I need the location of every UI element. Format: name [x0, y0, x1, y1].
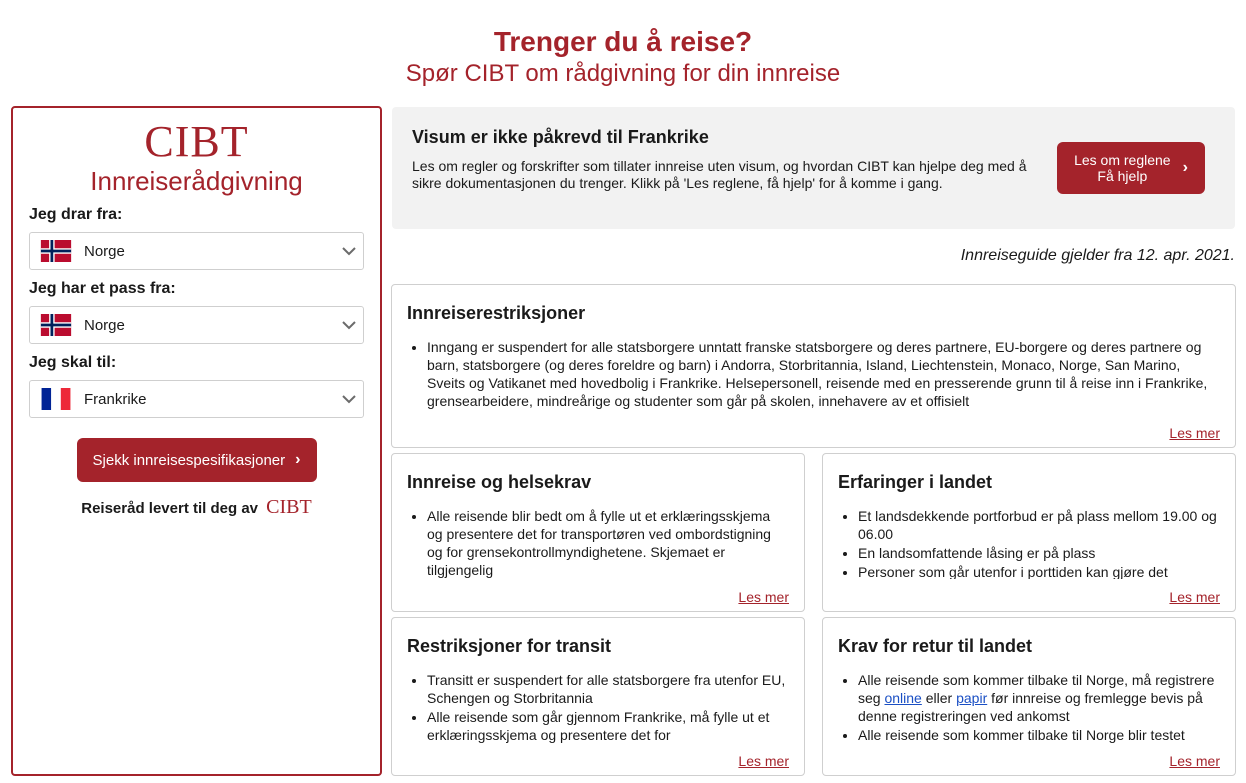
list-item: [858, 671, 1220, 725]
cibt-mini-logo: CIBT: [266, 496, 312, 518]
advice-panel: [11, 106, 382, 776]
chevron-down-icon: [341, 243, 357, 259]
hero: [0, 24, 1246, 88]
chevron-down-icon: [341, 317, 357, 333]
to-value: Frankrike: [84, 390, 147, 408]
check-requirements-button[interactable]: [77, 438, 317, 482]
card-title: Restriksjoner for transit: [407, 636, 612, 656]
page-title: Trenger du å reise?: [493, 26, 753, 57]
list-item: • Alle reisende som går gjennom Frankrike, må fylle ut et erklæringsskjema og presentere det for: [427, 708, 789, 743]
check-requirements-label: Sjekk innreisespesifikasjoner: [92, 451, 286, 469]
chevron-right-icon: ›: [1182, 159, 1188, 176]
card-title: Erfaringer i landet: [838, 472, 993, 492]
brand: [29, 117, 364, 196]
chevron-right-icon: ›: [295, 451, 301, 468]
return-requirements-card: [822, 617, 1236, 776]
passport-label: Jeg har et pass fra:: [29, 280, 176, 297]
provided-text: Reiseråd levert til deg av: [81, 500, 258, 517]
card-title: Innreise og helsekrav: [407, 472, 592, 492]
france-flag-icon: [40, 388, 72, 410]
read-more-link[interactable]: Les mer: [1169, 425, 1220, 441]
to-select[interactable]: [29, 380, 364, 418]
to-label: Jeg skal til:: [29, 354, 117, 371]
list-item: • Alle reisende som kommer tilbake til Norge blir testet: [858, 726, 1220, 743]
read-more-link[interactable]: Les mer: [738, 589, 789, 605]
card-title: Innreiserestriksjoner: [407, 303, 586, 323]
text: eller: [925, 690, 953, 706]
norway-flag-icon: [40, 314, 72, 336]
list-item: • Alle reisende blir bedt om å fylle ut et erklæringsskjema og presentere det for transportøren ved ombordstigning og for grensekontrollmyndighetene. Skjemaet er tilgjengelig: [427, 507, 789, 579]
text: før innreise og fremlegge bevis på denne registreringen ved ankomst: [858, 690, 1203, 724]
cibt-logo: CIBT: [144, 117, 249, 166]
provided-by: [29, 496, 364, 519]
panel-subtitle: Innreiserådgivning: [90, 166, 303, 196]
page-subtitle: Spør CIBT om rådgivning for din innreise: [405, 60, 841, 87]
read-rules-label: [1074, 152, 1171, 184]
paper-link[interactable]: papir: [956, 690, 988, 706]
visa-banner: [392, 107, 1235, 229]
from-select[interactable]: [29, 232, 364, 270]
list-item: • Inngang er suspendert for alle statsborgere unntatt franske statsborgere og deres partnere, EU-borgere og deres partnere og barn, statsborgere (og deres foreldre og barn) i Andorra, Storbritannia, Island, Liechtenstein, Monaco, Norge, San Marino, Sveits og Vatikanet med hovedbolig i Frankrike. Helsepersonell, reisende med en presserende grunn til å reise inn i Frankrike, grensearbeidere, mindreårige og studenter som går på skolen, innehavere av et offisielt: [427, 338, 1220, 410]
from-label: Jeg drar fra:: [29, 206, 123, 223]
card-title: Krav for retur til landet: [838, 636, 1033, 656]
in-country-experience-card: [822, 453, 1236, 612]
read-rules-button[interactable]: [1057, 142, 1205, 194]
norway-flag-icon: [40, 240, 72, 262]
from-value: Norge: [84, 242, 125, 260]
passport-select[interactable]: [29, 306, 364, 344]
list-item: • Transitt er suspendert for alle statsborgere fra utenfor EU, Schengen og Storbritannia: [427, 671, 789, 707]
health-requirements-card: [391, 453, 805, 612]
list-item: • Personer som går utenfor i porttiden kan gjøre det: [858, 563, 1220, 579]
read-more-link[interactable]: Les mer: [1169, 753, 1220, 769]
passport-value: Norge: [84, 316, 125, 334]
chevron-down-icon: [341, 391, 357, 407]
list-item: • En landsomfattende låsing er på plass: [858, 544, 1220, 562]
guide-date: Innreiseguide gjelder fra 12. apr. 2021.: [960, 247, 1235, 264]
text: Alle reisende som kommer tilbake til Norge, må registrere seg: [858, 672, 1215, 706]
visa-text: Les om regler og forskrifter som tillater innreise uten visum, og hvordan CIBT kan hjelpe deg med å sikre dokumentasjonen du trenger. Klikk på 'Les reglene, få hjelp' for å komme i gang.: [412, 158, 1027, 191]
read-more-link[interactable]: Les mer: [738, 753, 789, 769]
transit-restrictions-card: [391, 617, 805, 776]
entry-restrictions-card: [391, 284, 1236, 448]
visa-title: Visum er ikke påkrevd til Frankrike: [412, 127, 709, 147]
online-link[interactable]: online: [884, 690, 922, 706]
read-rules-line2: Få hjelp: [1097, 168, 1148, 184]
list-item: • Et landsdekkende portforbud er på plass mellom 19.00 og 06.00: [858, 507, 1220, 543]
read-more-link[interactable]: Les mer: [1169, 589, 1220, 605]
read-rules-line1: Les om reglene: [1074, 152, 1171, 168]
